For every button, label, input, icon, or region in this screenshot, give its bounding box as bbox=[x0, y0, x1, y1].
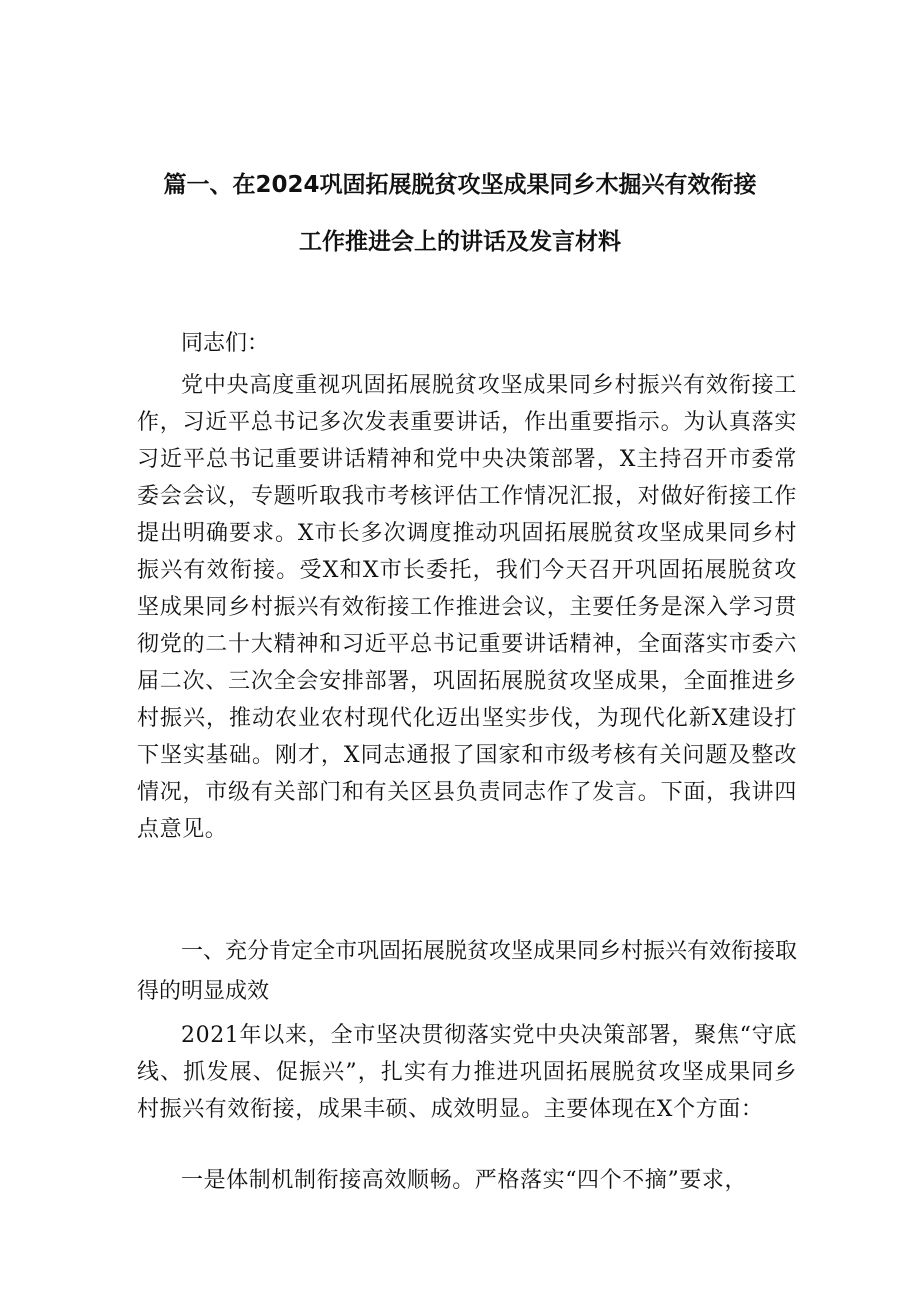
paragraph-achievements: 2021年以来，全市坚决贯彻落实党中央决策部署，聚焦“守底线、抓发展、促振兴”，扎实有力推进巩固拓展脱贫攻坚成果同乡村振兴有效衔接，成果丰硕、成效明显。主要体现在X个方面： bbox=[137, 1023, 797, 1122]
paragraph-intro: 党中央高度重视巩固拓展脱贫攻坚成果同乡村振兴有效衔接工作，习近平总书记多次发表重要讲话，作出重要指示。为认真落实习近平总书记重要讲话精神和党中央决策部署，X主持召开市委常委会会议，专题听取我市考核评估工作情况汇报，对做好衔接工作提出明确要求。X市长多次调度推动巩固拓展脱贫攻坚成果同乡村振兴有效衔接。受X和X市长委托，我们今天召开巩固拓展脱贫攻坚成果同乡村振兴有效衔接工作推进会议，主要任务是深入学习贯彻党的二十大精神和习近平总书记重要讲话精神，全面落实市委六届二次、三次全会安排部署，巩固拓展脱贫攻坚成果，全面推进乡村振兴，推动农业农村现代化迈出坚实步伐，为现代化新X建设打下坚实基础。刚才，X同志通报了国家和市级考核有关问题及整改情况，市级有关部门和有关区县负责同志作了发言。下面，我讲四点意见。 bbox=[137, 373, 797, 842]
document-title-line-2: 工作推进会上的讲话及发言材料 bbox=[299, 229, 621, 255]
paragraph-point-one: 一是体制机制衔接高效顺畅。严格落实“四个不摘”要求， bbox=[181, 1168, 748, 1193]
section-heading-1: 一、充分肯定全市巩固拓展脱贫攻坚成果同乡村振兴有效衔接取得的明显成效 bbox=[137, 939, 798, 1004]
greeting: 同志们： bbox=[181, 331, 270, 356]
document-title-line-1: 篇一、在2024巩固拓展脱贫攻坚成果同乡木掘兴有效衔接 bbox=[163, 172, 757, 198]
